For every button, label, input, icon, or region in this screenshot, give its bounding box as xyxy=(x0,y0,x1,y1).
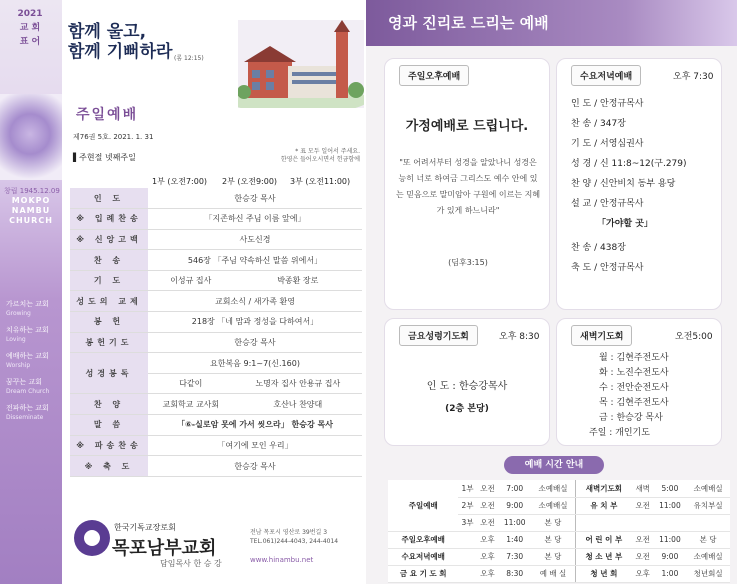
schedule-cell: 오후 xyxy=(632,565,654,582)
dawn-tag: 새벽기도회 xyxy=(571,325,632,346)
table-row xyxy=(70,229,362,250)
table-row xyxy=(70,435,362,456)
church-name: 목포남부교회 xyxy=(112,538,217,559)
dawn-card xyxy=(556,318,722,446)
schedule-cell xyxy=(458,531,476,548)
sidebar-item-loving[interactable] xyxy=(6,326,49,344)
schedule-cell: 오전 xyxy=(477,497,499,514)
schedule-cell xyxy=(686,514,730,531)
sidebar-item-dream[interactable] xyxy=(6,378,49,396)
schedule-cell: 오전 xyxy=(632,548,654,565)
schedule-cell: 유치부실 xyxy=(686,497,730,514)
section-title: 주일예배 xyxy=(76,107,139,123)
year-badge-year: 2021 xyxy=(17,9,43,19)
dawn-item: 주일 : 개인기도 xyxy=(589,428,650,438)
order-cell: 이성규 집사 xyxy=(148,270,234,291)
schedule-cell: 청년회실 xyxy=(686,565,730,582)
bible-verse-ref: (딤후3:15) xyxy=(448,258,488,267)
order-label: ※ 파송찬송 xyxy=(70,435,148,456)
schedule-cell: 오후 xyxy=(477,531,499,548)
order-cell: 한승강 목사 xyxy=(148,332,362,353)
schedule-cell: 오전 xyxy=(632,531,654,548)
sidebar-item-sub: Worship xyxy=(6,362,31,369)
bulletin-volume: 제76권 5호. 2021. 1. 31 xyxy=(73,133,154,141)
order-cell: 546장 「주님 약속하신 말씀 위에서」 xyxy=(148,250,362,271)
schedule-cell: 예 배 실 xyxy=(531,565,575,582)
schedule-cell: 새벽기도회 xyxy=(575,480,631,497)
friday-time: 오후 8:30 xyxy=(499,332,540,342)
sermon-title: 「가야할 곳」 xyxy=(597,219,653,229)
order-label: 성도의 교제 xyxy=(70,291,148,312)
friday-card xyxy=(384,318,550,446)
order-label: 찬 양 xyxy=(70,394,148,415)
motto-line: 함께 기뻐하라 xyxy=(68,42,173,62)
schedule-cell: 소예배실 xyxy=(531,480,575,497)
order-cell: 사도신경 xyxy=(148,229,362,250)
friday-place: (2층 본당) xyxy=(445,404,489,414)
schedule-cell xyxy=(458,548,476,565)
left-page xyxy=(0,0,366,584)
schedule-cell xyxy=(654,514,687,531)
order-label: 성경봉독 xyxy=(70,353,148,394)
schedule-cell: 1:40 xyxy=(498,531,531,548)
dawn-item: 화 : 노진수전도사 xyxy=(599,368,669,378)
order-label: ※ 신앙고백 xyxy=(70,229,148,250)
dawn-item: 금 : 한승강 목사 xyxy=(599,413,663,423)
service-time-1: 1부 (오전7:00) xyxy=(152,177,208,186)
table-row xyxy=(70,270,362,291)
founded-date: 창립 1945.12.09 xyxy=(4,187,60,195)
wednesday-item: 성 경 / 신 11:8~12(구.279) xyxy=(571,159,687,169)
sidebar-item-disseminate[interactable] xyxy=(6,404,49,422)
order-cell: 호산나 찬양대 xyxy=(234,394,362,415)
wednesday-item: 찬 송 / 347장 xyxy=(571,119,626,129)
order-label: 인 도 xyxy=(70,188,148,209)
order-label: 말 씀 xyxy=(70,415,148,436)
table-row xyxy=(70,456,362,477)
schedule-table xyxy=(388,480,730,583)
order-cell: 「여기에 모인 우리」 xyxy=(148,435,362,456)
service-time-2: 2부 (오전9:00) xyxy=(222,177,278,186)
sidebar-item-sub: Growing xyxy=(6,310,31,317)
right-header xyxy=(366,0,737,46)
sunday-afternoon-tag: 주일오후예배 xyxy=(399,65,469,86)
church-building-image xyxy=(238,20,364,108)
sidebar-item-sub: Loving xyxy=(6,336,26,343)
order-cell: 박종환 장로 xyxy=(234,270,362,291)
order-cell: 교회소식 / 새가족 환영 xyxy=(148,291,362,312)
sidebar-item-growing[interactable] xyxy=(6,300,49,318)
table-row xyxy=(388,480,730,497)
wednesday-time: 오후 7:30 xyxy=(673,72,714,82)
denomination: 한국기독교장로회 xyxy=(114,523,176,532)
dawn-item: 목 : 김현주전도사 xyxy=(599,398,669,408)
schedule-cell: 소예배실 xyxy=(686,480,730,497)
schedule-title: 예배 시간 안내 xyxy=(504,456,604,474)
wednesday-card xyxy=(556,58,722,310)
wednesday-tag: 수요저녁예배 xyxy=(571,65,641,86)
sidebar xyxy=(0,0,62,584)
schedule-cell: 오전 xyxy=(477,480,499,497)
schedule-cell: 1:00 xyxy=(654,565,687,582)
schedule-cell: 9:00 xyxy=(654,548,687,565)
schedule-cell: 금 요 기 도 회 xyxy=(388,565,458,582)
schedule-cell: 11:00 xyxy=(654,497,687,514)
table-row xyxy=(388,565,730,582)
order-cell: 「⑥-실로암 못에 가서 씻으라」 한승강 목사 xyxy=(148,415,362,436)
schedule-cell: 청 년 회 xyxy=(575,565,631,582)
sidebar-item-label: 전파하는 교회 xyxy=(6,404,49,412)
sidebar-item-label: 치유하는 교회 xyxy=(6,326,49,334)
service-time-3: 3부 (오전11:00) xyxy=(290,177,351,186)
schedule-cell: 주일예배 xyxy=(388,480,458,531)
church-season: ▌주현절 넷째주일 xyxy=(73,153,136,162)
pastor-name: 담임목사 한 승 강 xyxy=(160,559,222,568)
dawn-time: 오전5:00 xyxy=(675,332,713,342)
schedule-cell: 3부 xyxy=(458,514,476,531)
schedule-cell: 소예배실 xyxy=(531,497,575,514)
church-en-line: NAMBU xyxy=(11,206,51,215)
table-row xyxy=(70,394,362,415)
schedule-cell: 유 치 부 xyxy=(575,497,631,514)
schedule-cell: 청 소 년 부 xyxy=(575,548,631,565)
year-badge-church: 교 회 xyxy=(19,23,41,33)
website-link[interactable]: www.hinambu.net xyxy=(250,556,314,564)
sidebar-item-sub: Disseminate xyxy=(6,414,44,421)
order-cell: 다같이 xyxy=(148,373,234,394)
sunday-afternoon-card xyxy=(384,58,550,310)
order-cell: 218장 「네 맘과 정성을 다하여서」 xyxy=(148,312,362,333)
church-en-line: MOKPO xyxy=(11,196,51,205)
schedule-cell xyxy=(575,514,631,531)
order-label: 찬 송 xyxy=(70,250,148,271)
order-label: 봉 헌 xyxy=(70,312,148,333)
order-cell: 교회학교 교사회 xyxy=(148,394,234,415)
sidebar-item-label: 예배하는 교회 xyxy=(6,352,49,360)
table-row xyxy=(388,531,730,548)
order-label: 기 도 xyxy=(70,270,148,291)
schedule-cell: 본 당 xyxy=(531,548,575,565)
schedule-cell: 7:00 xyxy=(498,480,531,497)
table-row xyxy=(70,312,362,333)
wednesday-item: 기 도 / 서영심권사 xyxy=(571,139,644,149)
sidebar-item-label: 가르치는 교회 xyxy=(6,300,49,308)
schedule-cell: 5:00 xyxy=(654,480,687,497)
sidebar-item-worship[interactable] xyxy=(6,352,49,370)
table-row xyxy=(70,250,362,271)
motto-line: 함께 울고, xyxy=(68,22,147,42)
schedule-cell: 오후 xyxy=(477,565,499,582)
order-cell: 「지존하신 주님 이름 앞에」 xyxy=(148,209,362,230)
schedule-cell: 어 린 이 부 xyxy=(575,531,631,548)
wednesday-item: 축 도 / 안정규목사 xyxy=(571,263,644,273)
schedule-cell xyxy=(632,514,654,531)
friday-tag: 금요성령기도회 xyxy=(399,325,478,346)
schedule-cell: 주일오후예배 xyxy=(388,531,458,548)
table-row xyxy=(70,188,362,209)
table-row xyxy=(388,548,730,565)
schedule-cell xyxy=(458,565,476,582)
schedule-cell: 오전 xyxy=(632,497,654,514)
schedule-cell: 본 당 xyxy=(686,531,730,548)
schedule-cell: 소예배실 xyxy=(686,548,730,565)
church-en-line: CHURCH xyxy=(9,216,53,225)
schedule-cell: 수요저녁예배 xyxy=(388,548,458,565)
wednesday-item: 찬 양 / 신안비치 동부 용당 xyxy=(571,179,676,189)
schedule-cell: 본 당 xyxy=(531,531,575,548)
table-row xyxy=(70,415,362,436)
schedule-cell: 11:00 xyxy=(498,514,531,531)
church-logo-icon xyxy=(74,520,110,556)
schedule-cell: 2부 xyxy=(458,497,476,514)
schedule-cell: 새벽 xyxy=(632,480,654,497)
table-row xyxy=(70,332,362,353)
order-cell: 노명자 집사 안용규 집사 xyxy=(234,373,362,394)
schedule-cell: 본 당 xyxy=(531,514,575,531)
dawn-item: 수 : 전안순전도사 xyxy=(599,383,669,393)
order-label: ※ 축 도 xyxy=(70,456,148,477)
sidebar-item-sub: Dream Church xyxy=(6,388,50,395)
wednesday-item: 설 교 / 안정규목사 xyxy=(571,199,644,209)
order-cell: 한승강 목사 xyxy=(148,188,362,209)
schedule-cell: 오후 xyxy=(477,548,499,565)
flower-image xyxy=(0,94,62,180)
bible-verse: "또 어려서부터 성경을 알았나니 성경은 능히 너로 하여금 그리스도 예수 안에 있는 믿음으로 말미암아 구원에 이르는 지혜가 있게 하느니라" xyxy=(395,158,541,215)
motto xyxy=(68,22,172,62)
table-row xyxy=(70,353,362,374)
schedule-cell: 9:00 xyxy=(498,497,531,514)
church-address: 전남 목포시 영산로 39번길 3 TEL.061)244-4043, 244-4014 xyxy=(250,529,339,545)
right-page xyxy=(366,0,737,584)
order-label: 봉헌기도 xyxy=(70,332,148,353)
notice-text: * 표 모두 일어서 주세요. 한영은 들어오시면서 헌금함에 xyxy=(280,148,360,163)
schedule-cell: 11:00 xyxy=(654,531,687,548)
right-header-title: 영과 진리로 드리는 예배 xyxy=(388,14,549,32)
order-cell: 요한복음 9:1~7(신.160) xyxy=(148,353,362,374)
order-label: ※ 입례찬송 xyxy=(70,209,148,230)
schedule-cell: 8:30 xyxy=(498,565,531,582)
wednesday-item: 인 도 / 안정규목사 xyxy=(571,99,644,109)
year-badge-motto: 표 어 xyxy=(19,37,41,47)
schedule-cell: 오전 xyxy=(477,514,499,531)
friday-leader: 인 도 : 한승강목사 xyxy=(426,381,508,392)
sidebar-item-label: 꿈꾸는 교회 xyxy=(6,378,43,386)
worship-order-table xyxy=(70,188,362,477)
order-cell: 한승강 목사 xyxy=(148,456,362,477)
sunday-afternoon-main: 가정예배로 드립니다. xyxy=(405,119,529,134)
schedule-cell: 1부 xyxy=(458,480,476,497)
motto-reference: (롬 12:15) xyxy=(174,55,204,62)
table-row xyxy=(70,209,362,230)
table-row xyxy=(70,291,362,312)
dawn-item: 월 : 김현주전도사 xyxy=(599,353,669,363)
schedule-cell: 7:30 xyxy=(498,548,531,565)
church-english-name xyxy=(3,196,59,226)
wednesday-item: 찬 송 / 438장 xyxy=(571,243,626,253)
